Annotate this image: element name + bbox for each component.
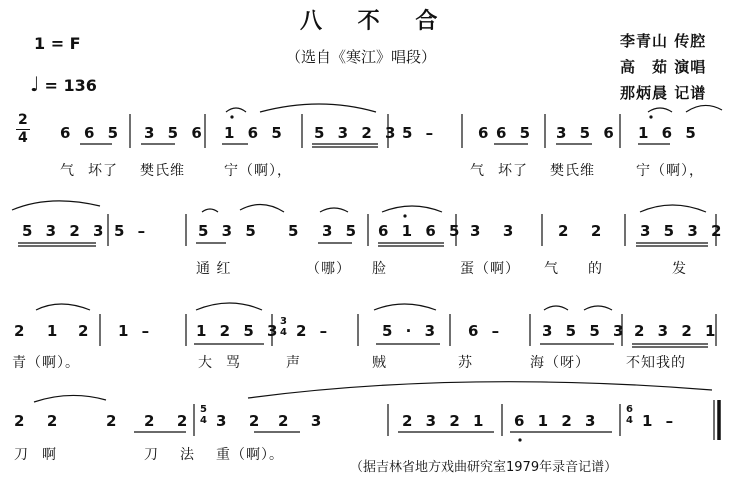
credit-singer: 高 茹 演唱 bbox=[620, 58, 707, 76]
source-note: （据吉林省地方戏曲研究室1979年录音记谱） bbox=[350, 460, 618, 475]
time-signature-top: 2 bbox=[18, 112, 28, 128]
page-title: 八 不 合 bbox=[300, 9, 452, 34]
time-signature-bottom: 4 bbox=[18, 130, 28, 146]
subtitle: （选自《寒江》唱段） bbox=[286, 48, 437, 66]
tempo-value: = 136 bbox=[44, 76, 97, 95]
credit-transcriber: 那炳晨 记谱 bbox=[620, 84, 707, 102]
key-signature: 1 = F bbox=[34, 34, 81, 53]
quarter-note-icon: ♩ bbox=[30, 72, 40, 96]
credit-arranger: 李青山 传腔 bbox=[620, 32, 707, 50]
